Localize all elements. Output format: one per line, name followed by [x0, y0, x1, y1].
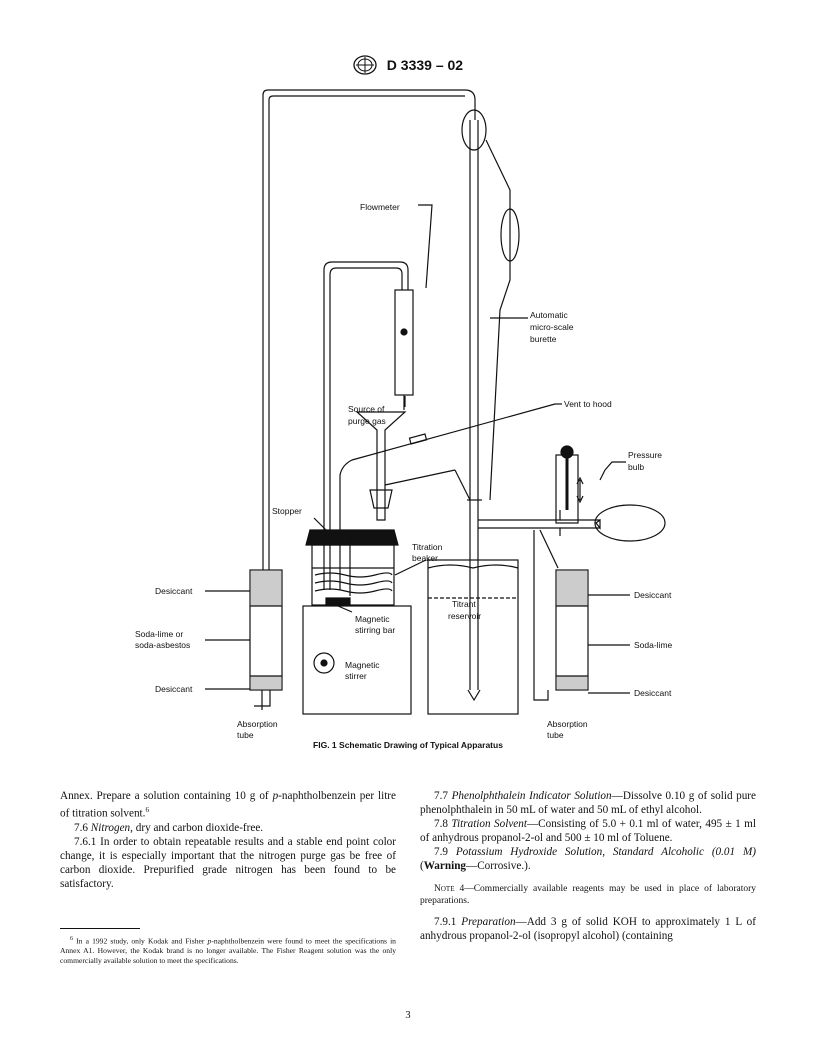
label-magbar-2: stirring bar — [355, 625, 396, 635]
annex-text-b: -naphtholbenzein per litre of titration solvent. — [60, 790, 396, 820]
section-text: , dry and carbon dioxide-free. — [130, 821, 264, 834]
label-desiccant-left-top: Desiccant — [155, 586, 193, 596]
label-titration-2: beaker — [412, 553, 438, 563]
label-sodalime-left-2: soda-asbestos — [135, 640, 191, 650]
note-label: Note 4 — [434, 884, 465, 894]
note-4 — [420, 883, 756, 907]
page-number: 3 — [405, 1010, 411, 1021]
label-sodalime-left-1: Soda-lime or — [135, 629, 184, 639]
right-column — [420, 789, 756, 943]
label-absorption-right-1: Absorption — [547, 719, 588, 729]
figure-caption: FIG. 1 Schematic Drawing of Typical Apparatus — [313, 740, 503, 750]
section-number: 7.8 — [434, 818, 448, 830]
label-magstir-2: stirrer — [345, 671, 367, 681]
label-magstir-1: Magnetic — [345, 660, 380, 670]
label-absorption-left-1: Absorption — [237, 719, 278, 729]
label-source-1: Source of — [348, 404, 385, 414]
footnote — [60, 935, 396, 965]
label-burette-1: Automatic — [530, 310, 568, 320]
section-number: 7.7 — [434, 790, 448, 802]
warning-text: —Corrosive.). — [466, 860, 531, 872]
label-titrant-1: Titrant — [452, 599, 476, 609]
label-vent: Vent to hood — [564, 399, 612, 409]
annex-italic: p — [272, 790, 279, 802]
section-title: Phenolphthalein Indicator Solution — [451, 790, 612, 802]
label-titration-1: Titration — [412, 542, 443, 552]
label-stopper: Stopper — [272, 506, 302, 516]
warning-label: Warning — [423, 860, 467, 872]
footnote-text-b: -naphtholbenzein were found to meet the specifications in Annex A1. However, the Kodak brand is no longer available. The Fisher Reagent solution was the only commercially available solution to meet the specifications. — [60, 936, 396, 965]
section-title: Titration Solvent — [451, 818, 527, 830]
section-7-7 — [420, 789, 756, 817]
footnote-text-a: In a 1992 study, only Kodak and Fisher — [76, 936, 205, 946]
label-magbar-1: Magnetic — [355, 614, 390, 624]
footnote-ref: 6 — [145, 806, 149, 814]
annex-text-a: Annex. Prepare a solution containing 10 g of — [60, 790, 269, 802]
label-absorption-left-2: tube — [237, 730, 254, 740]
section-title: Potassium Hydroxide Solution, Standard Alcoholic (0.01 M) — [455, 846, 757, 858]
section-7-6 — [60, 821, 396, 835]
label-desiccant-left-bottom: Desiccant — [155, 684, 193, 694]
note-text: —Commercially available reagents may be used in place of laboratory preparations. — [420, 884, 757, 906]
footnote-number: 6 — [70, 936, 73, 942]
label-absorption-right-2: tube — [547, 730, 564, 740]
section-text: —Add 3 g of solid KOH to approximately 1 L of anhydrous propanol-2-ol (isopropyl alcohol) (containing — [420, 916, 757, 942]
left-column — [60, 789, 396, 891]
section-7-6-1: 7.6.1 In order to obtain repeatable results and a stable end point color change, it is especially important that the nitrogen purge gas be free of carbon dioxide. Prepurified grade nitrogen has been found to be satisfactory. — [60, 835, 396, 890]
label-burette-2: micro-scale — [530, 322, 574, 332]
section-number: 7.6 — [74, 821, 88, 834]
section-7-8 — [420, 817, 756, 845]
section-title: Nitrogen — [90, 821, 131, 834]
section-number: 7.9.1 — [434, 916, 457, 928]
footnote-rule — [60, 928, 140, 929]
label-pressure-1: Pressure — [628, 450, 663, 460]
label-desiccant-right-bottom: Desiccant — [634, 688, 672, 698]
warning-open: ( — [420, 860, 424, 872]
label-sodalime-right: Soda-lime — [634, 640, 673, 650]
section-text: —Consisting of 5.0 + 0.1 ml of water, 495 ± 1 ml of anhydrous propanol-2-ol and 500 ± 10 ml of Toluene. — [420, 818, 756, 844]
label-burette-3: burette — [530, 334, 557, 344]
label-pressure-2: bulb — [628, 462, 645, 472]
section-title: Preparation — [461, 916, 516, 928]
footnote-italic: p — [207, 936, 212, 946]
label-source-2: purge gas — [348, 416, 386, 426]
figure-labels — [135, 202, 673, 740]
label-desiccant-right-top: Desiccant — [634, 590, 672, 600]
section-text: —Dissolve 0.10 g of solid pure phenolphthalein in 50 mL of water and 50 mL of ethyl alcohol. — [420, 790, 756, 816]
paragraph-annex — [60, 789, 396, 821]
designation: D 3339 – 02 — [386, 57, 464, 73]
label-titrant-2: reservoir — [448, 611, 482, 621]
label-flowmeter: Flowmeter — [360, 202, 400, 212]
section-7-9 — [420, 845, 756, 873]
section-number: 7.9 — [434, 846, 448, 858]
section-7-9-1 — [420, 915, 756, 943]
